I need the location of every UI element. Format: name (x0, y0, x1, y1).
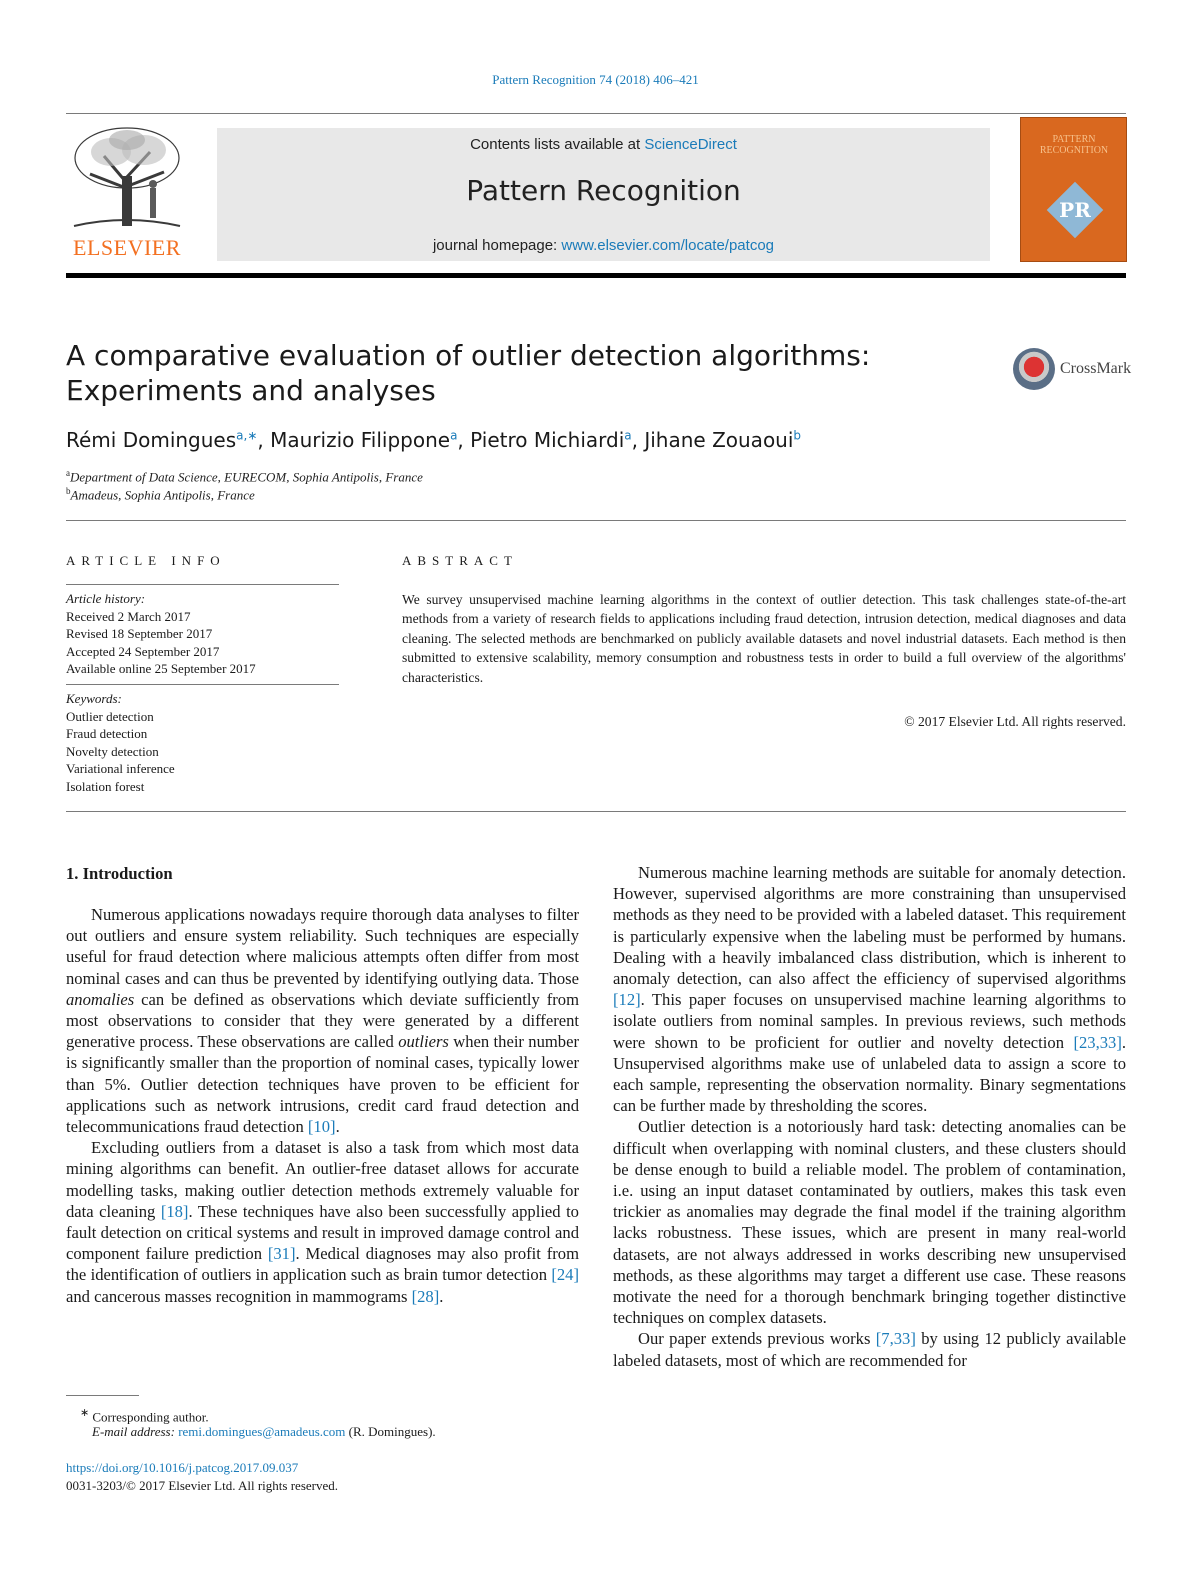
email-note (92, 1424, 436, 1440)
paragraph: Excluding outliers from a dataset is also a task from which most data mining algorithms can benefit. An outlier-free dataset allows for accurate modelling tasks, making outlier detection methods extremely valuable for data cleaning [18]. These techniques have also been successfully applied to fault detection on critical systems and result in improved damage control and component failure prediction [31]. Medical diagnoses may also profit from the identification of outliers in application such as brain tumor detection [24] and cancerous masses recognition in mammograms [28]. (66, 1138, 579, 1306)
homepage-link[interactable]: www.elsevier.com/locate/patcog (561, 237, 775, 254)
author-name: Pietro Michiardi (470, 428, 625, 452)
abstract-copyright: © 2017 Elsevier Ltd. All rights reserved. (904, 714, 1126, 729)
masthead-thick-rule (66, 273, 1126, 278)
article-history (66, 590, 339, 678)
reference-link[interactable]: [23,33] (1073, 1032, 1122, 1052)
info-rule (66, 584, 339, 585)
body-left-column (66, 904, 579, 1307)
elsevier-wordmark: ELSEVIER (73, 235, 181, 260)
author-affiliation-mark[interactable]: b (793, 428, 802, 443)
affiliation (66, 486, 255, 503)
affiliation-text: Department of Data Science, EURECOM, Sophia Antipolis, France (70, 469, 423, 485)
paragraph: Numerous applications nowadays require thorough data analyses to filter out outliers and ensure system reliability. Such techniques are especially useful for fraud detection where malicious attempts often differ from most nominal cases and can thus be prevented by identifying outlying data. Those anomalies can be defined as observations which deviate sufficiently from most observations to consider that they were generated by a different generative process. These observations are called outliers when their number is significantly smaller than the proportion of nominal cases, typically lower than 5%. Outlier detection techniques have proven to be efficient for applications such as network intrusions, credit card fraud detection and telecommunications fraud detection [10]. (66, 905, 579, 1137)
footnote-mark: ∗ (80, 1407, 90, 1419)
journal-citation[interactable]: Pattern Recognition 74 (2018) 406–421 (492, 72, 699, 87)
tree-icon (66, 126, 188, 234)
history-item: Received 2 March 2017 (66, 608, 191, 624)
paragraph: Our paper extends previous works [7,33] by using 12 publicly available labeled datasets, most of which are recommended for (613, 1329, 1126, 1370)
history-item: Accepted 24 September 2017 (66, 643, 220, 659)
contents-prefix: Contents lists available at (470, 136, 645, 153)
reference-link[interactable]: [10] (307, 1117, 336, 1137)
keyword: Variational inference (66, 761, 175, 776)
keyword: Fraud detection (66, 726, 148, 741)
body-right-column (613, 862, 1126, 1371)
crossmark-label: CrossMark (1060, 360, 1132, 377)
doi-link[interactable] (66, 1460, 298, 1476)
contents-line (217, 136, 990, 153)
affiliation-mark: b (66, 486, 71, 496)
keyword: Isolation forest (66, 778, 145, 794)
reference-link[interactable]: [28] (411, 1286, 440, 1306)
abstract-heading: ABSTRACT (402, 553, 518, 568)
affiliation-mark: a (66, 468, 70, 478)
keyword: Outlier detection (66, 708, 154, 724)
author-affiliation-mark[interactable]: a (450, 428, 458, 443)
footnote-rule (66, 1395, 139, 1396)
reference-link[interactable]: [31] (267, 1244, 296, 1264)
abstract-text: We survey unsupervised machine learning algorithms in the context of outlier detection. This task challenges state-of-the-art methods from a variety of research fields to applications including fraud detection, intrusion detection, medical diagnoses and data cleaning. The selected methods are benchmarked on publicly available datasets and novel industrial datasets. Each method is then submitted to extensive scalability, memory consumption and robustness tests in order to build a full overview of the algorithms' characteristics. (402, 592, 1126, 685)
reference-link[interactable]: [24] (551, 1265, 579, 1285)
email-suffix: (R. Domingues). (345, 1424, 436, 1439)
corresponding-author-note (80, 1406, 209, 1425)
reference-link[interactable]: [7,33] (875, 1329, 916, 1349)
author-name: Jihane Zouaoui (644, 428, 794, 452)
abstract-rule (66, 811, 1126, 812)
info-rule (66, 684, 339, 685)
cover-monogram-icon: PR (1059, 198, 1091, 222)
author-affiliation-mark[interactable]: a (624, 428, 632, 443)
keywords (66, 690, 339, 795)
author-name: Maurizio Filippone (270, 428, 451, 452)
reference-link[interactable]: [18] (160, 1201, 189, 1221)
journal-cover-thumbnail[interactable] (1020, 117, 1127, 262)
article-info-heading: ARTICLE INFO (66, 553, 226, 568)
author-name: Rémi Domingues (66, 428, 237, 452)
crossmark-badge[interactable] (1013, 348, 1133, 392)
history-item: Available online 25 September 2017 (66, 661, 256, 676)
cover-title: PATTERN RECOGNITION (1039, 134, 1109, 156)
affiliation (66, 468, 423, 485)
homepage-prefix: journal homepage: (432, 237, 562, 254)
journal-masthead (217, 128, 990, 261)
doi-text[interactable]: https://doi.org/10.1016/j.patcog.2017.09.037 (66, 1460, 299, 1475)
issn-line: 0031-3203/© 2017 Elsevier Ltd. All rights reserved. (66, 1478, 338, 1493)
sciencedirect-link[interactable]: ScienceDirect (644, 136, 737, 153)
footnote-text: Corresponding author. (89, 1409, 209, 1425)
paragraph: Outlier detection is a notoriously hard task: detecting anomalies can be difficult when overlapping with nominal clusters, and these clusters should be dense enough to build a reliable model. The problem of contamination, i.e. using an input dataset contaminated by outliers, makes this task even trickier as anomalies may degrade the final model if the training algorithm lacks robustness. These issues, which are present in many real-world datasets, are not always addressed in works describing new unsupervised methods, as these algorithms may target a different use case. These reasons motivate the need for a thorough benchmark bringing together distinctive techniques on complex datasets. (613, 1117, 1126, 1328)
journal-name: Pattern Recognition (466, 174, 741, 207)
crossmark-icon (1013, 348, 1055, 390)
email-link[interactable]: remi.domingues@amadeus.com (178, 1424, 346, 1439)
history-item: Revised 18 September 2017 (66, 626, 213, 641)
header-rule (66, 113, 1126, 114)
section-heading: 1. Introduction (66, 864, 173, 883)
keyword: Novelty detection (66, 743, 159, 759)
authors-rule (66, 520, 1126, 521)
keywords-label: Keywords: (66, 691, 122, 706)
author-list: Rémi Domingues$^{a,∗}$, Maurizio Filippone$^a$, Pietro Michiardi$^a$, Jihane Zouaoui$^b$ (66, 428, 802, 452)
article-title: A comparative evaluation of outlier detection algorithms: Experiments and analyses (66, 339, 871, 407)
email-label: E-mail address: (92, 1424, 179, 1439)
history-label: Article history: (66, 591, 146, 606)
paragraph: Numerous machine learning methods are suitable for anomaly detection. However, supervised algorithms are more constraining than unsupervised methods as they need to be provided with a labeled dataset. This requirement is particularly expensive when the labeling must be performed by humans. Dealing with a heavily imbalanced class distribution, which is inherent to anomaly detection, can also affect the efficiency of supervised algorithms [12]. This paper focuses on unsupervised machine learning algorithms to isolate outliers from nominal samples. In previous reviews, such methods were shown to be proficient for outlier and novelty detection [23,33]. Unsupervised algorithms make use of unlabeled data to assign a score to each sample, representing the observation normality. Binary segmentations can be further made by thresholding the scores. (613, 863, 1126, 1116)
homepage-line (217, 237, 990, 254)
affiliation-text: Amadeus, Sophia Antipolis, France (70, 487, 255, 503)
elsevier-logo (66, 126, 188, 261)
reference-link[interactable]: [12] (613, 990, 641, 1010)
author-affiliation-mark[interactable]: a,∗ (236, 428, 258, 443)
